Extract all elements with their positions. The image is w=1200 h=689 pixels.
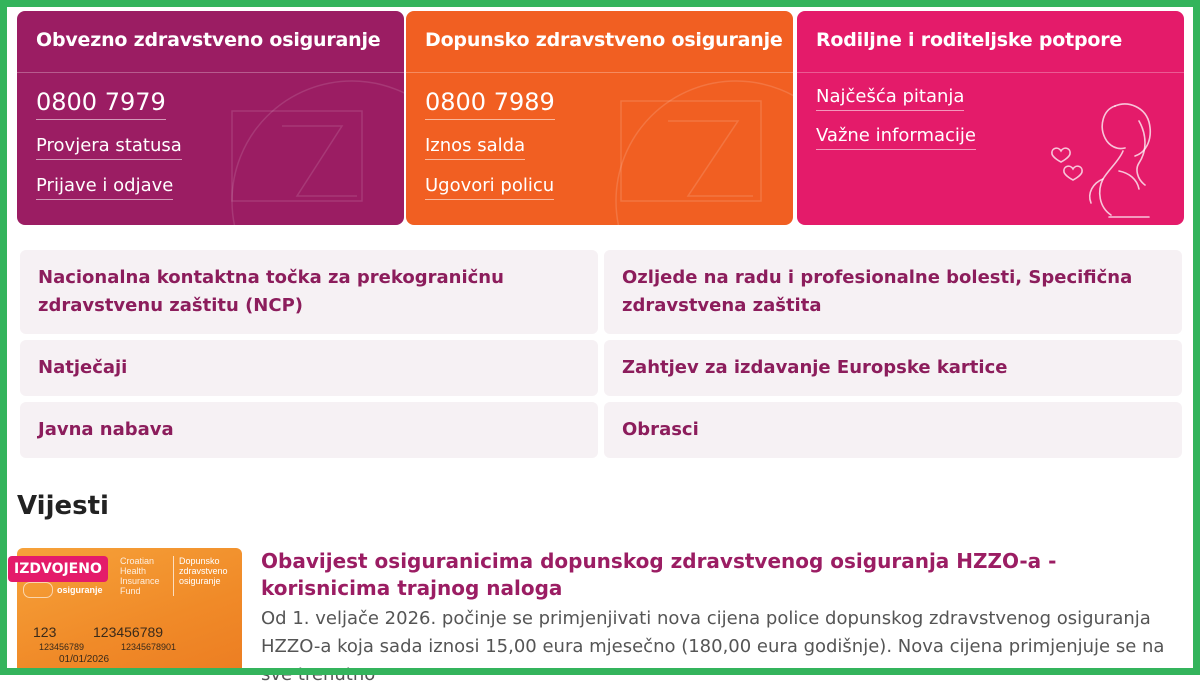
tile-label: Nacionalna kontaktna točka za prekograničnu zdravstvenu zaštitu (NCP) <box>38 267 504 316</box>
tile-natjecaji[interactable] <box>20 340 598 396</box>
card-date: 01/01/2026 <box>59 654 110 665</box>
divider <box>17 72 404 73</box>
card-number-d: 12345678901 <box>121 642 177 652</box>
phone-link[interactable]: 0800 7979 <box>36 88 166 120</box>
card-left-word: osiguranje <box>57 585 103 595</box>
tile-javna-nabava[interactable] <box>20 402 598 458</box>
card-title: Dopunsko zdravstveno osiguranje <box>425 29 783 51</box>
provjera-statusa-link[interactable]: Provjera statusa <box>36 135 182 160</box>
card-number-b: 123456789 <box>93 624 164 640</box>
card-rodiljne-potpore <box>797 11 1184 225</box>
card-dopunsko-osiguranje <box>406 11 793 225</box>
card-logo-icon <box>23 582 53 598</box>
najcesca-pitanja-link[interactable]: Najčešća pitanja <box>816 86 964 111</box>
card-brand-text: Croatian Health Insurance Fund <box>120 556 160 596</box>
news-title-link[interactable]: Obavijest osiguranicima dopunskog zdravstvenog osiguranja HZZO-a - korisnicima trajnog naloga <box>261 549 1057 600</box>
phone-link[interactable]: 0800 7989 <box>425 88 555 120</box>
divider <box>406 72 793 73</box>
card-number-a: 123 <box>33 624 57 640</box>
tile-europska-kartica[interactable] <box>604 340 1182 396</box>
tile-label: Javna nabava <box>38 419 174 440</box>
tile-label: Zahtjev za izdavanje Europske kartice <box>622 357 1008 378</box>
divider <box>797 72 1184 73</box>
news-excerpt: Od 1. veljače 2026. počinje se primjenjivati nova cijena police dopunskog zdravstvenog osiguranja HZZO-a koja sada iznosi 15,00 eura mjesečno (180,00 eura godišnje). Nova cijena primjenjuje se na sve trenutno <box>261 608 1165 685</box>
prijave-odjave-link[interactable]: Prijave i odjave <box>36 175 173 200</box>
tile-label: Obrasci <box>622 419 699 440</box>
tile-ozljede-na-radu[interactable] <box>604 250 1182 334</box>
iznos-salda-link[interactable]: Iznos salda <box>425 135 525 160</box>
ugovori-policu-link[interactable]: Ugovori policu <box>425 175 554 200</box>
card-title: Rodiljne i roditeljske potpore <box>816 29 1123 51</box>
tile-ncp[interactable] <box>20 250 598 334</box>
tile-label: Ozljede na radu i profesionalne bolesti, Specifična zdravstvena zaštita <box>622 267 1133 316</box>
tile-label: Natječaji <box>38 357 128 378</box>
section-title-vijesti: Vijesti <box>17 491 109 521</box>
vazne-informacije-link[interactable]: Važne informacije <box>816 125 976 150</box>
card-title: Obvezno zdravstveno osiguranje <box>36 29 381 51</box>
featured-badge: IZDVOJENO <box>8 556 108 582</box>
tile-obrasci[interactable] <box>604 402 1182 458</box>
card-obvezno-osiguranje <box>17 11 404 225</box>
divider <box>173 556 174 596</box>
card-number-c: 123456789 <box>39 642 85 652</box>
card-product-text: Dopunsko zdravstveno osiguranje <box>179 556 228 586</box>
